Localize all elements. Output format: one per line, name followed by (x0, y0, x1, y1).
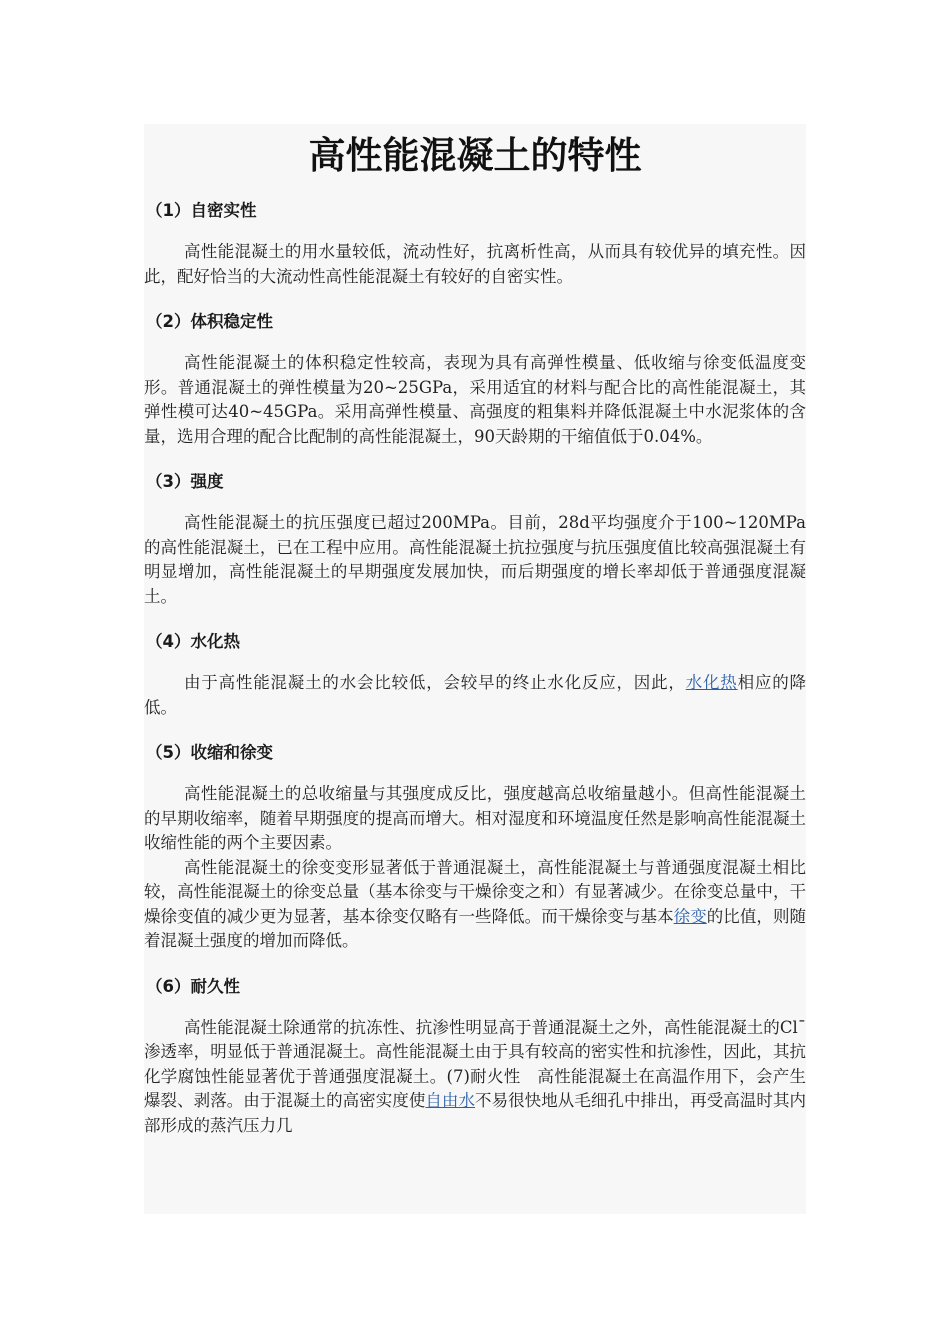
section-heading-2: （2）体积稳定性 (146, 312, 273, 331)
section-6-text-after: 不易很快地从毛细孔中排出，再受高温时其内部形成的蒸汽压力几 (144, 1091, 806, 1135)
section-4-paragraph (144, 671, 806, 720)
link-creep[interactable]: 徐变 (673, 906, 707, 926)
section-6-paragraph (144, 1016, 806, 1139)
section-4-text-before: 由于高性能混凝土的水会比较低，会较早的终止水化反应，因此， (184, 673, 686, 692)
link-hydration-heat[interactable]: 水化热 (685, 673, 738, 692)
section-1-paragraph: 高性能混凝土的用水量较低，流动性好，抗离析性高，从而具有较优异的填充性。因此，配好恰当的大流动性高性能混凝土有较好的自密实性。 (144, 242, 806, 286)
section-heading-3: （3）强度 (146, 472, 224, 491)
section-5-text-before: 高性能混凝土的徐变变形显著低于普通混凝土，高性能混凝土与普通强度混凝土相比较，高性能混凝土的徐变总量（基本徐变与干燥徐变之和）有显著减少。在徐变总量中，干燥徐变值的减少更为显著，基本徐变仅略有一些降低。而干燥徐变与基本 (144, 857, 806, 926)
link-free-water[interactable]: 自由水 (425, 1091, 476, 1110)
section-heading-4: （4）水化热 (146, 632, 240, 651)
section-heading-1: （1）自密实性 (146, 201, 257, 220)
section-5-paragraph-1: 高性能混凝土的总收缩量与其强度成反比，强度越高总收缩量越小。但高性能混凝土的早期收缩率，随着早期强度的提高而增大。相对湿度和环境温度任然是影响高性能混凝土收缩性能的两个主要因素。 (144, 784, 806, 852)
section-5-text-after: 的比值，则随着混凝土强度的增加而降低。 (144, 906, 806, 950)
section-heading-5: （5）收缩和徐变 (146, 743, 273, 762)
section-2-paragraph: 高性能混凝土的体积稳定性较高，表现为具有高弹性模量、低收缩与徐变低温度变形。普通混凝土的弹性模量为20~25GPa，采用适宜的材料与配合比的高性能混凝土，其弹性模可达40~45GPa。采用高弹性模量、高强度的粗集料并降低混凝土中水泥浆体的含量，选用合理的配合比配制的高性能混凝土，90天龄期的干缩值低于0.04%。 (144, 353, 806, 446)
section-4-text-after: 相应的降低。 (144, 673, 806, 717)
page-title: 高性能混凝土的特性 (308, 134, 642, 177)
section-heading-6: （6）耐久性 (146, 976, 240, 996)
article-body (144, 124, 806, 1214)
section-5-paragraph-2 (144, 856, 806, 954)
section-3-paragraph: 高性能混凝土的抗压强度已超过200MPa。目前，28d平均强度介于100~120MPa的高性能混凝土，已在工程中应用。高性能混凝土抗拉强度与抗压强度值比较高强混凝土有明显增加，高性能混凝土的早期强度发展加快，而后期强度的增长率却低于普通强度混凝土。 (144, 513, 806, 606)
section-6-text-before: 高性能混凝土除通常的抗冻性、抗渗性明显高于普通混凝土之外，高性能混凝土的Cl¯ 渗透率，明显低于普通混凝土。高性能混凝土由于具有较高的密实性和抗渗性，因此，其抗化学腐蚀性能显著优于普通强度混凝土。(7)耐火性 高性能混凝土在高温作用下，会产生爆裂、剥落。由于混凝土的高密实度使 (144, 1017, 806, 1110)
